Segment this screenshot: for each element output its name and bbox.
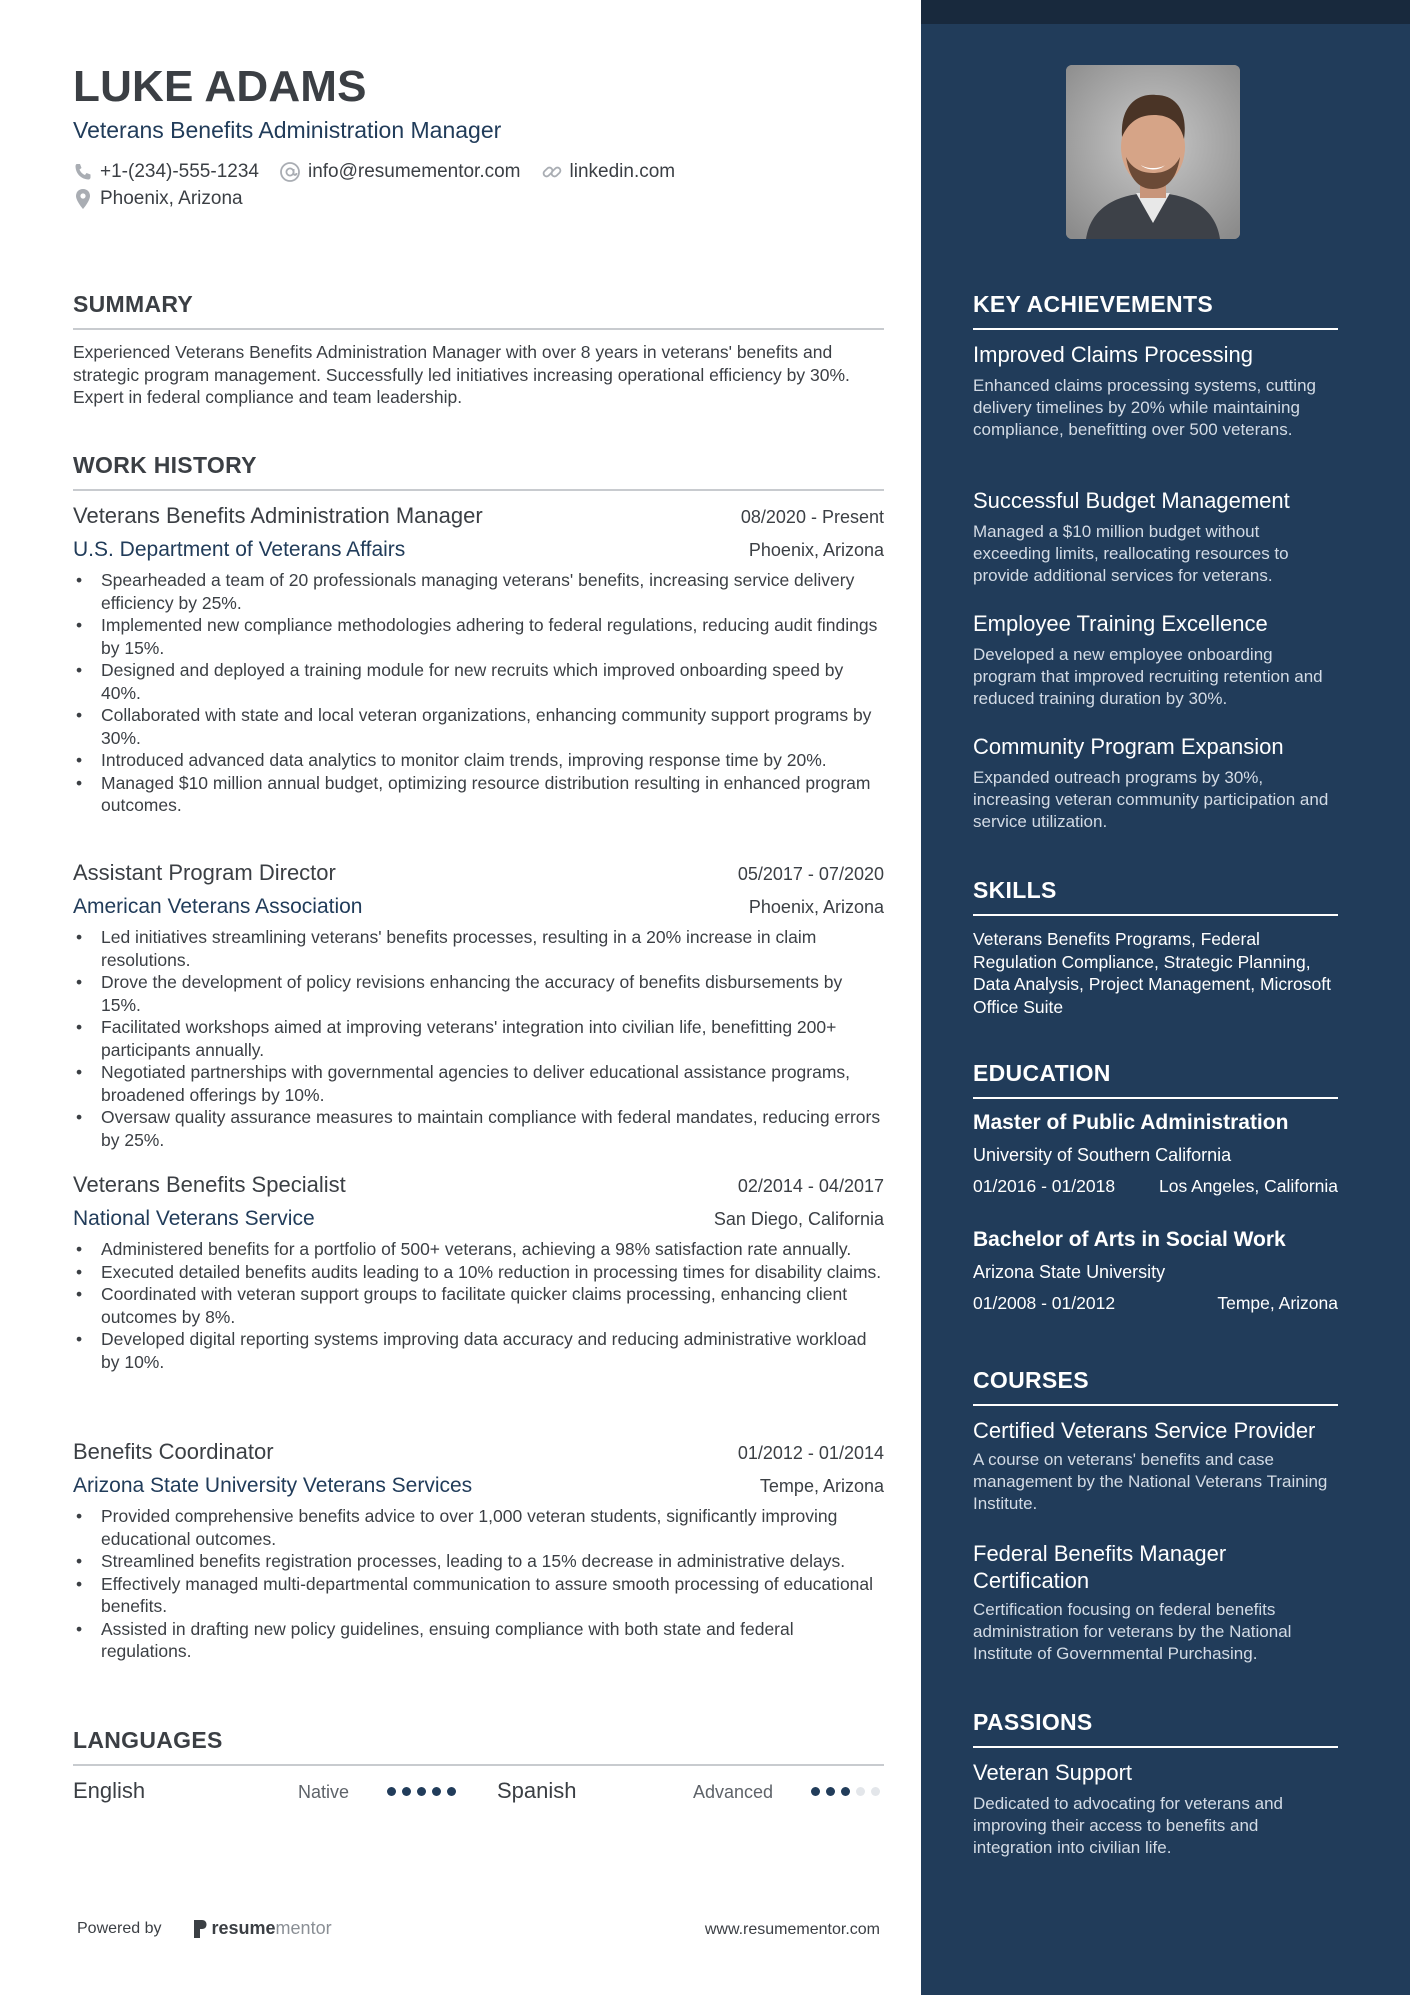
education-item bbox=[973, 1228, 1338, 1314]
courses-section bbox=[973, 1367, 1338, 1406]
job-bullet: • Streamlined benefits registration processes, leading to a 15% decrease in administrative delays. bbox=[73, 1550, 884, 1573]
rating-dot-filled bbox=[402, 1787, 411, 1796]
sidebar-top-band bbox=[921, 0, 1410, 24]
rating-dot-empty bbox=[856, 1787, 865, 1796]
phone-icon bbox=[73, 162, 100, 182]
job-bullet: • Collaborated with state and local veteran organizations, enhancing community support programs by 30%. bbox=[73, 704, 884, 749]
education-dates: 01/2008 - 01/2012 bbox=[973, 1293, 1116, 1313]
job-4-bullets bbox=[73, 1505, 884, 1663]
job-title: Benefits Coordinator bbox=[73, 1439, 274, 1464]
contact-line-1 bbox=[73, 161, 675, 183]
job-title: Veterans Benefits Administration Manager bbox=[73, 503, 483, 528]
passion-item bbox=[973, 1760, 1338, 1859]
contact-line-2 bbox=[73, 188, 243, 210]
job-title: Assistant Program Director bbox=[73, 860, 336, 885]
skills-text: Veterans Benefits Programs, Federal Regulation Compliance, Strategic Planning, Data Analysis, Project Management, Microsoft Office Suite bbox=[973, 929, 1331, 1017]
phone-text[interactable]: +1-(234)-555-1234 bbox=[100, 161, 259, 182]
job-4-header bbox=[73, 1439, 884, 1465]
achievements-section bbox=[973, 291, 1338, 330]
brand-logo-bold: resume bbox=[211, 1918, 276, 1938]
job-bullet: • Administered benefits for a portfolio of 500+ veterans, achieving a 98% satisfaction rate annually. bbox=[73, 1238, 884, 1261]
achievement-title: Employee Training Excellence bbox=[973, 611, 1268, 636]
course-title: Federal Benefits Manager Certification bbox=[973, 1541, 1227, 1593]
job-3-bullets bbox=[73, 1238, 884, 1373]
job-bullet: • Drove the development of policy revisions enhancing the accuracy of benefits disbursements by 15%. bbox=[73, 971, 884, 1016]
skills-title: SKILLS bbox=[973, 877, 1338, 916]
education-title: EDUCATION bbox=[973, 1060, 1338, 1099]
job-company: American Veterans Association bbox=[73, 895, 363, 918]
rating-dot-filled bbox=[447, 1787, 456, 1796]
achievement-desc: Expanded outreach programs by 30%, increasing veteran community participation and service utilization. bbox=[973, 768, 1329, 831]
education-school: Arizona State University bbox=[973, 1262, 1166, 1282]
job-bullet: • Assisted in drafting new policy guidelines, ensuing compliance with both state and federal regulations. bbox=[73, 1618, 884, 1663]
course-item bbox=[973, 1540, 1338, 1665]
education-dates: 01/2016 - 01/2018 bbox=[973, 1176, 1116, 1196]
job-3-header bbox=[73, 1172, 884, 1198]
rating-dot-filled bbox=[826, 1787, 835, 1796]
location-pin-icon bbox=[73, 188, 100, 210]
job-1-company-row bbox=[73, 538, 884, 562]
job-bullet: • Designed and deployed a training module for new recruits which improved onboarding speed by 40%. bbox=[73, 659, 884, 704]
language-rating-dots bbox=[387, 1787, 462, 1796]
education-section bbox=[973, 1060, 1338, 1099]
job-company: Arizona State University Veterans Services bbox=[73, 1474, 473, 1497]
summary-section bbox=[73, 291, 884, 409]
achievement-title: Community Program Expansion bbox=[973, 734, 1284, 759]
job-dates: 02/2014 - 04/2017 bbox=[737, 1176, 884, 1196]
skills-section bbox=[973, 877, 1338, 1018]
summary-title: SUMMARY bbox=[73, 291, 884, 330]
course-title: Certified Veterans Service Provider bbox=[973, 1418, 1316, 1443]
education-degree: Bachelor of Arts in Social Work bbox=[973, 1228, 1286, 1251]
achievement-desc: Developed a new employee onboarding program that improved recruiting retention and reduced training duration by 30%. bbox=[973, 645, 1323, 708]
job-location: Phoenix, Arizona bbox=[748, 897, 884, 917]
rating-dot-filled bbox=[432, 1787, 441, 1796]
work-history-section bbox=[73, 452, 884, 491]
rating-dot-filled bbox=[811, 1787, 820, 1796]
job-2-header bbox=[73, 860, 884, 886]
link-icon bbox=[541, 161, 570, 183]
passion-title: Veteran Support bbox=[973, 1760, 1133, 1785]
achievement-title: Improved Claims Processing bbox=[973, 342, 1253, 367]
achievement-desc: Enhanced claims processing systems, cutting delivery timelines by 20% while maintaining compliance, benefitting over 500 veterans. bbox=[973, 376, 1316, 439]
powered-by-text: Powered by bbox=[77, 1919, 162, 1937]
profile-photo bbox=[1066, 65, 1240, 239]
education-school: University of Southern California bbox=[973, 1145, 1232, 1165]
education-location: Los Angeles, California bbox=[1159, 1176, 1338, 1196]
candidate-headline: Veterans Benefits Administration Manager bbox=[73, 117, 502, 143]
course-item bbox=[973, 1418, 1338, 1515]
course-desc: Certification focusing on federal benefits administration for veterans by the National Institute of Governmental Purchasing. bbox=[973, 1600, 1292, 1663]
footer-website[interactable]: www.resumementor.com bbox=[704, 1921, 880, 1938]
job-bullet: • Facilitated workshops aimed at improving veterans' integration into civilian life, benefitting 200+ participants annually. bbox=[73, 1016, 884, 1061]
achievement-item bbox=[973, 488, 1338, 587]
job-bullet: • Spearheaded a team of 20 professionals managing veterans' benefits, increasing service delivery efficiency by 25%. bbox=[73, 569, 884, 614]
rating-dot-empty bbox=[871, 1787, 880, 1796]
linkedin-text[interactable]: linkedin.com bbox=[569, 161, 676, 182]
language-name: English bbox=[73, 1778, 146, 1803]
job-bullet: • Coordinated with veteran support groups to facilitate quicker claims processing, enhancing client outcomes by 8%. bbox=[73, 1283, 884, 1328]
rating-dot-filled bbox=[417, 1787, 426, 1796]
job-location: Tempe, Arizona bbox=[759, 1476, 884, 1496]
job-bullet: • Oversaw quality assurance measures to maintain compliance with federal mandates, reducing errors by 25%. bbox=[73, 1106, 884, 1151]
education-meta bbox=[973, 1293, 1338, 1314]
education-item bbox=[973, 1111, 1338, 1197]
job-bullet: • Implemented new compliance methodologies adhering to federal regulations, reducing audit findings by 15%. bbox=[73, 614, 884, 659]
sidebar bbox=[921, 0, 1410, 1995]
languages-row bbox=[73, 1778, 884, 1808]
footer-powered bbox=[77, 1918, 332, 1939]
achievement-item bbox=[973, 734, 1338, 833]
job-dates: 08/2020 - Present bbox=[740, 507, 884, 527]
education-location: Tempe, Arizona bbox=[1217, 1293, 1338, 1313]
language-level: Advanced bbox=[693, 1782, 774, 1802]
language-name: Spanish bbox=[497, 1778, 577, 1803]
rating-dot-filled bbox=[387, 1787, 396, 1796]
job-dates: 05/2017 - 07/2020 bbox=[737, 864, 884, 884]
language-rating-dots bbox=[811, 1787, 886, 1796]
rating-dot-filled bbox=[841, 1787, 850, 1796]
languages-title: LANGUAGES bbox=[73, 1727, 884, 1766]
job-company: National Veterans Service bbox=[73, 1207, 315, 1230]
languages-section bbox=[73, 1727, 884, 1766]
location-text: Phoenix, Arizona bbox=[100, 188, 243, 209]
job-1-bullets bbox=[73, 569, 884, 817]
job-bullet: • Developed digital reporting systems improving data accuracy and reducing administrative workload by 10%. bbox=[73, 1328, 884, 1373]
email-icon bbox=[279, 161, 308, 183]
job-dates: 01/2012 - 01/2014 bbox=[737, 1443, 884, 1463]
passions-title: PASSIONS bbox=[973, 1709, 1338, 1748]
job-location: San Diego, California bbox=[713, 1209, 884, 1229]
job-bullet: • Introduced advanced data analytics to monitor claim trends, improving response time by 20%. bbox=[73, 749, 884, 772]
job-bullet: • Led initiatives streamlining veterans' benefits processes, resulting in a 20% increase in claim resolutions. bbox=[73, 926, 884, 971]
education-meta bbox=[973, 1176, 1338, 1197]
language-level: Native bbox=[298, 1782, 350, 1802]
summary-text: Experienced Veterans Benefits Administration Manager with over 8 years in veterans' benefits and strategic program management. Successfully led initiatives increasing operational efficiency by 30%. Expert in federal compliance and team leadership. bbox=[73, 342, 850, 407]
job-1-header bbox=[73, 503, 884, 529]
achievement-item bbox=[973, 342, 1338, 441]
course-desc: A course on veterans' benefits and case management by the National Veterans Training Institute. bbox=[973, 1450, 1328, 1513]
achievements-title: KEY ACHIEVEMENTS bbox=[973, 291, 1338, 330]
job-company: U.S. Department of Veterans Affairs bbox=[73, 538, 406, 561]
job-2-company-row bbox=[73, 895, 884, 919]
resumementor-logo-icon bbox=[192, 1919, 208, 1939]
work-history-title: WORK HISTORY bbox=[73, 452, 884, 491]
passion-desc: Dedicated to advocating for veterans and improving their access to benefits and integration into civilian life. bbox=[973, 1794, 1283, 1857]
job-bullet: • Provided comprehensive benefits advice to over 1,000 veteran students, significantly improving educational outcomes. bbox=[73, 1505, 884, 1550]
passions-section bbox=[973, 1709, 1338, 1748]
job-bullet: • Effectively managed multi-departmental communication to assure smooth processing of educational benefits. bbox=[73, 1573, 884, 1618]
job-3-company-row bbox=[73, 1207, 884, 1231]
courses-title: COURSES bbox=[973, 1367, 1338, 1406]
brand-logo-light: mentor bbox=[275, 1918, 332, 1938]
job-location: Phoenix, Arizona bbox=[748, 540, 884, 560]
job-bullet: • Managed $10 million annual budget, optimizing resource distribution resulting in enhanced program outcomes. bbox=[73, 772, 884, 817]
job-bullet: • Executed detailed benefits audits leading to a 10% reduction in processing times for disability claims. bbox=[73, 1261, 884, 1284]
job-2-bullets bbox=[73, 926, 884, 1151]
achievement-item bbox=[973, 611, 1338, 710]
job-bullet: • Negotiated partnerships with governmental agencies to deliver educational assistance programs, broadened offerings by 10%. bbox=[73, 1061, 884, 1106]
achievement-title: Successful Budget Management bbox=[973, 488, 1290, 513]
email-text[interactable]: info@resumementor.com bbox=[307, 161, 521, 182]
job-4-company-row bbox=[73, 1474, 884, 1498]
education-degree: Master of Public Administration bbox=[973, 1111, 1289, 1134]
job-title: Veterans Benefits Specialist bbox=[73, 1172, 346, 1197]
candidate-name: LUKE ADAMS bbox=[73, 62, 367, 111]
achievement-desc: Managed a $10 million budget without exceeding limits, reallocating resources to provide additional services for veterans. bbox=[973, 522, 1289, 585]
